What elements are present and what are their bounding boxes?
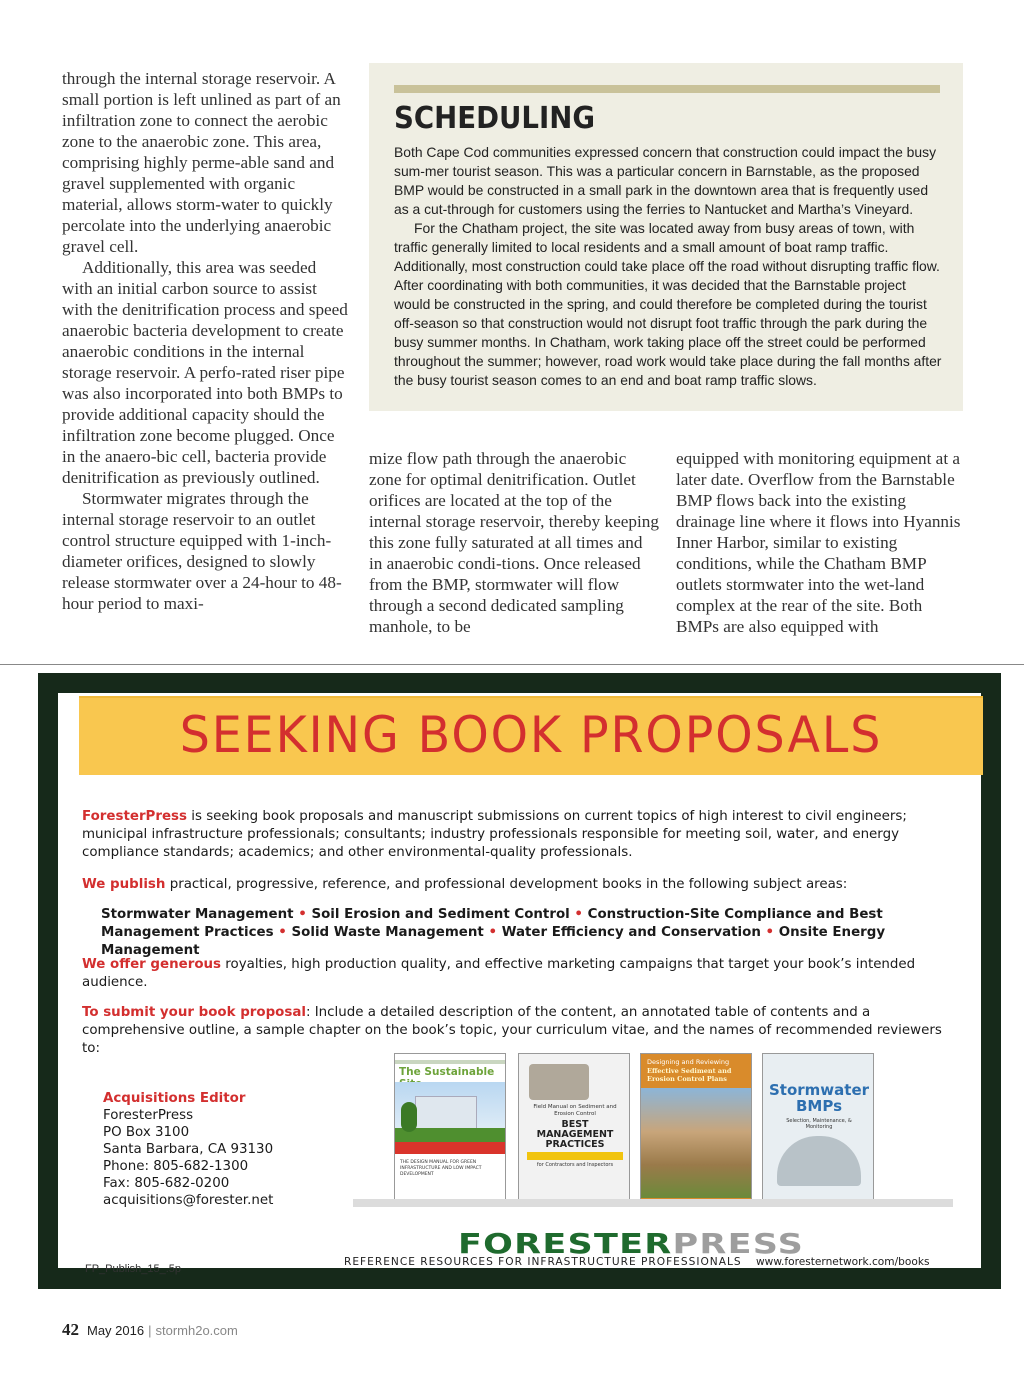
book-erosion-control	[640, 1053, 752, 1203]
publish-text: practical, progressive, reference, and professional development books in the following subject areas:	[165, 877, 848, 892]
footer-separator: |	[148, 1323, 152, 1338]
submit-text: : Include a detailed description of the content, an annotated table of contents and a comprehensive outline, a sample chapter on the book’s topic, your curriculum vitae, and the names of recommended reviewers to:	[82, 1005, 942, 1056]
article-column-2	[369, 448, 659, 637]
book-title: BEST MANAGEMENT PRACTICES	[536, 1119, 614, 1150]
ad-banner-title: SEEKING BOOK PROPOSALS	[179, 706, 883, 764]
sidebar-title: SCHEDULING	[394, 101, 596, 136]
ad-url[interactable]: www.foresternetwork.com/books	[756, 1256, 930, 1268]
article-paragraph: equipped with monitoring equipment at a later date. Overflow from the Barnstable BMP flows back into the existing drainage line where it flows into Hyannis Inner Harbor, similar to existing conditions, while the Chatham BMP outlets stormwater into the wet-land complex at the rear of the site. Both BMPs are also equipped with	[676, 449, 961, 636]
ad-offer	[82, 956, 962, 992]
subject-item: Soil Erosion and Sediment Control	[311, 907, 570, 922]
article-column-3	[676, 448, 966, 637]
book-title: Stormwater BMPs	[768, 1081, 870, 1115]
book-subtitle: Selection, Maintenance, & Monitoring	[786, 1118, 852, 1130]
brand-name: ForesterPress	[82, 809, 187, 824]
foresterpress-logo: FORESTERPRESS	[458, 1227, 805, 1260]
subject-item: Solid Waste Management	[291, 925, 484, 940]
article-paragraph: Additionally, this area was seeded with an initial carbon source to assist with the denitrification process and speed anaerobic bacteria development to create anaerobic conditions in the internal storage reservoir. A perfo-rated riser pipe was also incorporated into both BMPs to provide additional capacity should the infiltration zone become plugged. Once in the anaero-bic cell, bacteria provide denitrification as previously outlined.	[62, 258, 348, 487]
book-proposals-ad	[38, 673, 1001, 1289]
address-fax: Fax: 805-682-0200	[103, 1176, 230, 1191]
sidebar-body	[394, 143, 944, 390]
ad-tagline: REFERENCE RESOURCES FOR INFRASTRUCTURE PROFESSIONALS	[344, 1256, 742, 1268]
bullet-icon: •	[298, 907, 307, 922]
address-org: ForesterPress	[103, 1108, 194, 1123]
address-email[interactable]: acquisitions@forester.net	[103, 1193, 274, 1208]
ad-intro	[82, 808, 962, 862]
submit-lead: To submit your book proposal	[82, 1005, 306, 1020]
book-subtitle: for Contractors and Inspectors	[536, 1162, 614, 1168]
issue-date: May 2016	[87, 1323, 145, 1338]
ad-panel	[58, 693, 981, 1275]
building-image	[395, 1082, 505, 1142]
book-best-practices	[518, 1053, 630, 1203]
bullet-icon: •	[574, 907, 583, 922]
subject-item: Stormwater Management	[101, 907, 294, 922]
address-phone: Phone: 805-682-1300	[103, 1159, 249, 1174]
address-title: Acquisitions Editor	[103, 1091, 246, 1106]
article-paragraph: mize flow path through the anaerobic zone for optimal denitrification. Outlet orifices are located at the top of the internal storage reservoir, thereby keeping this zone fully saturated at all times and in anaerobic condi-tions. Once released from the BMP, stormwater will flow through a second dedicated sampling manhole, to be	[369, 449, 659, 636]
subject-item: Onsite Energy Management	[101, 925, 886, 958]
book-title: The Sustainable	[399, 1066, 495, 1078]
cover-image	[529, 1064, 589, 1100]
sidebar-rule	[394, 85, 940, 93]
article-column-1	[62, 68, 348, 614]
subject-list	[101, 906, 971, 960]
ad-code: FP_Publish_15_.5p	[85, 1263, 182, 1275]
site-url[interactable]: stormh2o.com	[155, 1323, 238, 1338]
bullet-icon: •	[278, 925, 287, 940]
scheduling-sidebar	[369, 63, 963, 411]
address-box: PO Box 3100	[103, 1125, 190, 1140]
ad-submit	[82, 1004, 962, 1058]
ad-publish	[82, 876, 962, 894]
sidebar-paragraph: Both Cape Cod communities expressed concern that construction could impact the busy sum-mer tourist season. This was a particular concern in Barnstable, as the proposed BMP would be constructed in a small park in the downtown area that is frequently used as a cut-through for customers using the ferries to Nantucket and Martha’s Vineyard.	[394, 144, 937, 217]
book-top-text: Designing and Reviewing	[647, 1058, 730, 1066]
page-footer	[62, 1320, 238, 1340]
book-stormwater-bmps	[762, 1053, 874, 1203]
book-shelf	[353, 1199, 953, 1207]
subject-item: Construction-Site Compliance and Best Management Practices	[101, 907, 883, 940]
address-city: Santa Barbara, CA 93130	[103, 1142, 274, 1157]
book-subtitle: THE DESIGN MANUAL FOR GREEN INFRASTRUCTURE AND LOW IMPACT DEVELOPMENT	[400, 1160, 482, 1177]
bullet-icon: •	[765, 925, 775, 940]
ad-banner	[79, 696, 983, 775]
page-number: 42	[62, 1320, 79, 1339]
sidebar-paragraph: For the Chatham project, the site was located away from busy areas of town, with traffic generally limited to local residents and a small amount of boat ramp traffic. Additionally, most construction could take place off the road without disrupting traffic flow. After coordinating with both communities, it was decided that the Barnstable project would be constructed in the spring, and could therefore be completed during the tourist off-season so that construction would not disrupt foot traffic through the park during the busy summer months. In Chatham, work taking place off the street could be performed throughout the summer; however, road work would take place during the fall months after the busy tourist season comes to an end and boat ramp traffic slows.	[394, 220, 942, 388]
landscape-image	[641, 1088, 751, 1198]
book-title: Effective Sediment and Erosion Control Plans	[647, 1067, 732, 1083]
section-divider	[0, 664, 1024, 665]
publish-lead: We publish	[82, 877, 166, 892]
subject-item: Water Efficiency and Conservation	[501, 925, 761, 940]
article-paragraph: Stormwater migrates through the internal storage reservoir to an outlet control structure equipped with 1-inch-diameter orifices, designed to slowly release stormwater over a 24-hour to 48-hour period to maxi-	[62, 489, 342, 613]
offer-text: royalties, high production quality, and effective marketing campaigns that target your book’s intended audience.	[82, 957, 916, 990]
ad-intro-text: is seeking book proposals and manuscript submissions on current topics of high interest to civil engineers; municipal infrastructure professionals; consultants; industry professionals responsible for meeting soil, water, and energy compliance standards; academics; and other environmental-quality professionals.	[82, 809, 907, 860]
mailing-address	[103, 1090, 273, 1209]
bullet-icon: •	[488, 925, 498, 940]
book-top-text: Field Manual on Sediment and Erosion Control	[533, 1104, 617, 1117]
book-sustainable-site	[394, 1053, 506, 1203]
offer-lead: We offer generous	[82, 957, 222, 972]
pipe-image	[777, 1136, 861, 1186]
article-paragraph: through the internal storage reservoir. A small portion is left unlined as part of an infiltration zone to connect the aerobic zone to the anaerobic zone. This area, comprising highly perme-able sand and gravel supplemented with organic material, allows storm-water to quickly percolate into the underlying anaerobic gravel cell.	[62, 69, 341, 256]
